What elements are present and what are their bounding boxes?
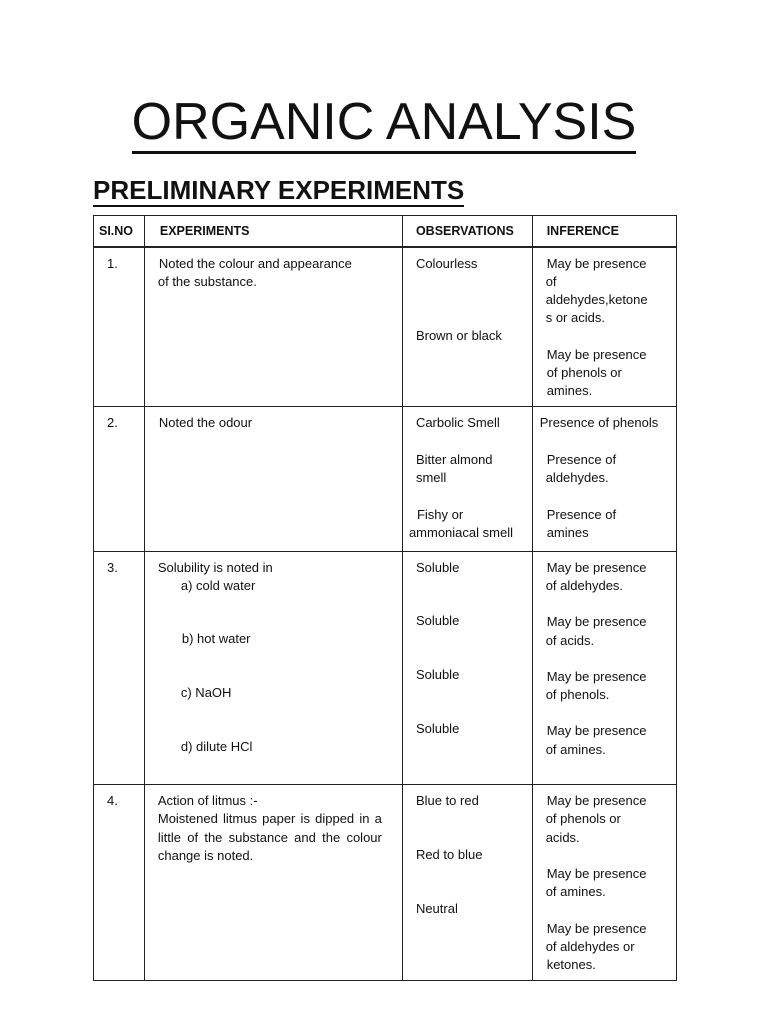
row-4-observations: Blue to red Red to blue Neutral — [402, 785, 532, 981]
row-1-observations: Colourless Brown or black — [402, 247, 532, 407]
row-3-inference: May be presence of aldehydes. May be presence of acids. May be presence of phenols. May be presence of amines. — [532, 552, 676, 785]
row-4-inference: May be presence of phenols or acids. May be presence of amines. May be presence of aldehydes or ketones. — [532, 785, 676, 981]
experiments-table — [93, 215, 677, 981]
header-experiments: EXPERIMENTS — [144, 216, 402, 248]
table-row — [94, 247, 677, 407]
row-1-no: 1. — [94, 247, 145, 407]
table-row — [94, 785, 677, 981]
row-4-no: 4. — [94, 785, 145, 981]
table-row — [94, 407, 677, 552]
page-title: ORGANIC ANALYSIS — [0, 90, 768, 154]
row-1-inference: May be presence of aldehydes,ketone s or acids. May be presence of phenols or amines. — [532, 247, 676, 407]
table-row — [94, 552, 677, 785]
header-si-no: SI.NO — [94, 216, 145, 248]
row-1-experiment: Noted the colour and appearance of the substance. — [144, 247, 402, 407]
row-3-no: 3. — [94, 552, 145, 785]
row-2-no: 2. — [94, 407, 145, 552]
section-heading: PRELIMINARY EXPERIMENTS — [93, 175, 465, 205]
row-3-observations: Soluble Soluble Soluble Soluble — [402, 552, 532, 785]
header-inference: INFERENCE — [532, 216, 676, 248]
row-2-inference: Presence of phenols Presence of aldehydes. Presence of amines — [532, 407, 676, 552]
row-4-experiment: Action of litmus :- Moistened litmus paper is dipped in a little of the substance and the colour change is noted. — [144, 785, 402, 981]
row-2-observations: Carbolic Smell Bitter almond smell Fishy or ammoniacal smell — [402, 407, 532, 552]
row-3-experiment: Solubility is noted in a) cold water b) hot water c) NaOH d) dilute HCl — [144, 552, 402, 785]
header-observations: OBSERVATIONS — [402, 216, 532, 248]
row-2-experiment: Noted the odour — [144, 407, 402, 552]
table-header-row — [94, 216, 677, 248]
